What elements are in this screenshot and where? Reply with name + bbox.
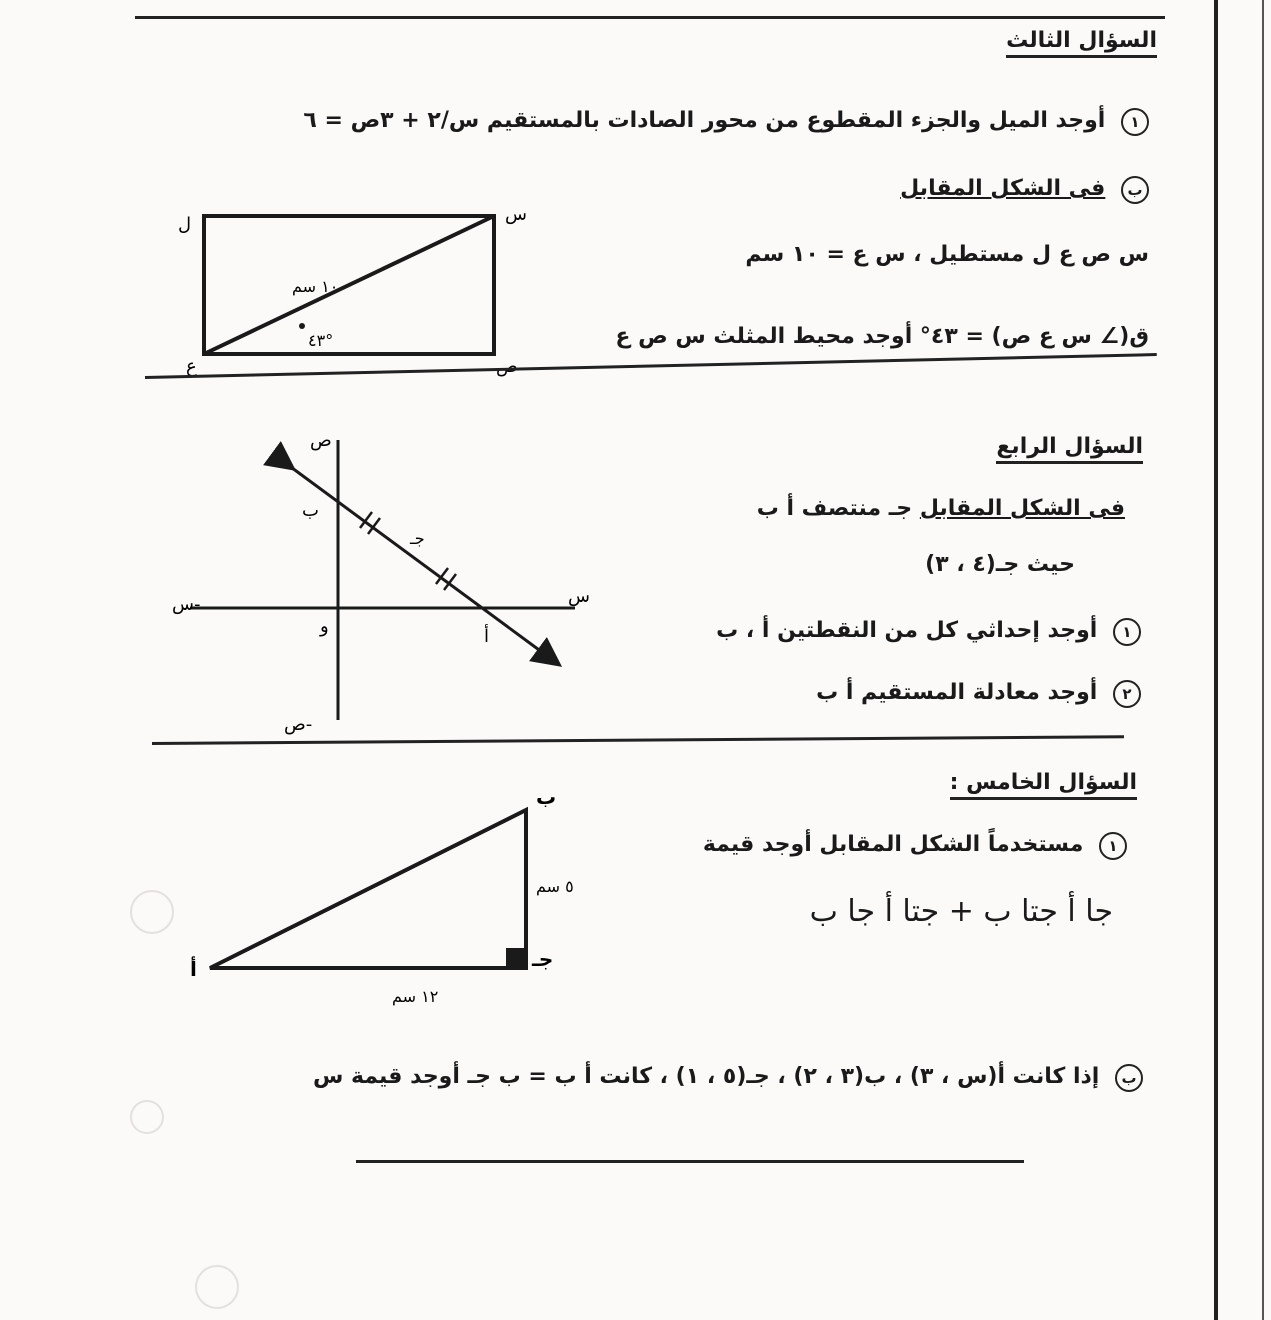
label-a: أ [190,957,197,981]
label-sad: ص [496,356,518,377]
q3-part-b-line1: س ص ع ل مستطيل ، س ع = ١٠ سم [745,242,1149,267]
rectangle-figure [170,200,540,380]
q5-item1-marker: ١ [1099,832,1127,860]
q5-item1-text: مستخدماً الشكل المقابل أوجد قيمة [702,832,1084,857]
label-y-neg: ص- [284,714,313,735]
label-j: جـ [532,947,554,971]
label-x-neg: س- [172,594,201,615]
angle-value: ٤٣° [308,331,334,350]
q3-part-b-marker: ب [1121,176,1149,204]
q4-item2-marker: ٢ [1113,680,1141,708]
label-j: جـ [410,529,425,548]
label-s: س [505,204,527,225]
q4-item1-text: أوجد إحداثي كل من النقطتين أ ، ب [716,618,1098,643]
diagonal-length: ١٠ سم [292,277,339,296]
q4-title: السؤال الرابع [996,434,1143,464]
triangle-shape [210,810,526,968]
right-triangle-figure [170,780,590,1010]
q4-item2-text: أوجد معادلة المستقيم أ ب [816,680,1098,705]
faint-circle-mark [130,890,174,934]
label-x: س [568,586,590,607]
label-b: ب [302,500,319,521]
side-bj-length: ٥ سم [536,877,574,896]
right-angle-mark [506,948,526,968]
divider [135,16,1165,19]
label-ain: ع [186,356,197,377]
q4-item1 [716,618,1141,646]
q5-title: السؤال الخامس : [950,770,1137,800]
q3-part-a [303,108,1149,136]
q5-item2-text: إذا كانت أ(س ، ٣) ، ب(٣ ، ٢) ، جـ(٥ ، ١) ، كانت أ ب = ب جـ أوجد قيمة س [312,1064,1100,1089]
q5-item2 [313,1064,1143,1092]
q5-expression: جا أ جتا ب + جتا أ جا ب [809,894,1113,929]
q3-part-a-text: أوجد الميل والجزء المقطوع من محور الصادات بالمستقيم س/٢ + ٣ص = ٦ [303,108,1106,133]
label-origin: و [320,616,329,637]
page-border [1214,0,1218,1320]
page-edge [1262,0,1264,1320]
faint-circle-mark [130,1100,164,1134]
q4-item2 [816,680,1141,708]
q4-intro-a: فى الشكل المقابل [919,496,1125,521]
rectangle-diagonal [204,216,494,354]
q4-intro-b: جـ منتصف أ ب [756,496,913,521]
q5-item2-marker: ب [1115,1064,1143,1092]
end-line [356,1160,1024,1163]
label-a: أ [484,626,490,647]
q3-part-b-title: فى الشكل المقابل [900,176,1106,201]
label-b: ب [536,785,557,809]
q4-item1-marker: ١ [1113,618,1141,646]
q3-part-a-marker: ١ [1121,108,1149,136]
coordinate-figure [160,420,590,740]
q3-part-b-line2: ق(∠ س ع ص) = ٤٣° أوجد محيط المثلث س ص ع [615,324,1149,349]
faint-circle-mark [195,1265,239,1309]
q4-intro [757,496,1125,521]
label-y: ص [310,430,332,451]
q5-item1 [703,832,1127,860]
angle-dot [299,323,305,329]
q3-title: السؤال الثالث [1006,28,1157,58]
q4-where: حيث جـ(٤ ، ٣) [925,552,1075,577]
q3-part-b [900,176,1149,204]
label-l: ل [178,214,192,235]
side-aj-length: ١٢ سم [392,987,439,1006]
